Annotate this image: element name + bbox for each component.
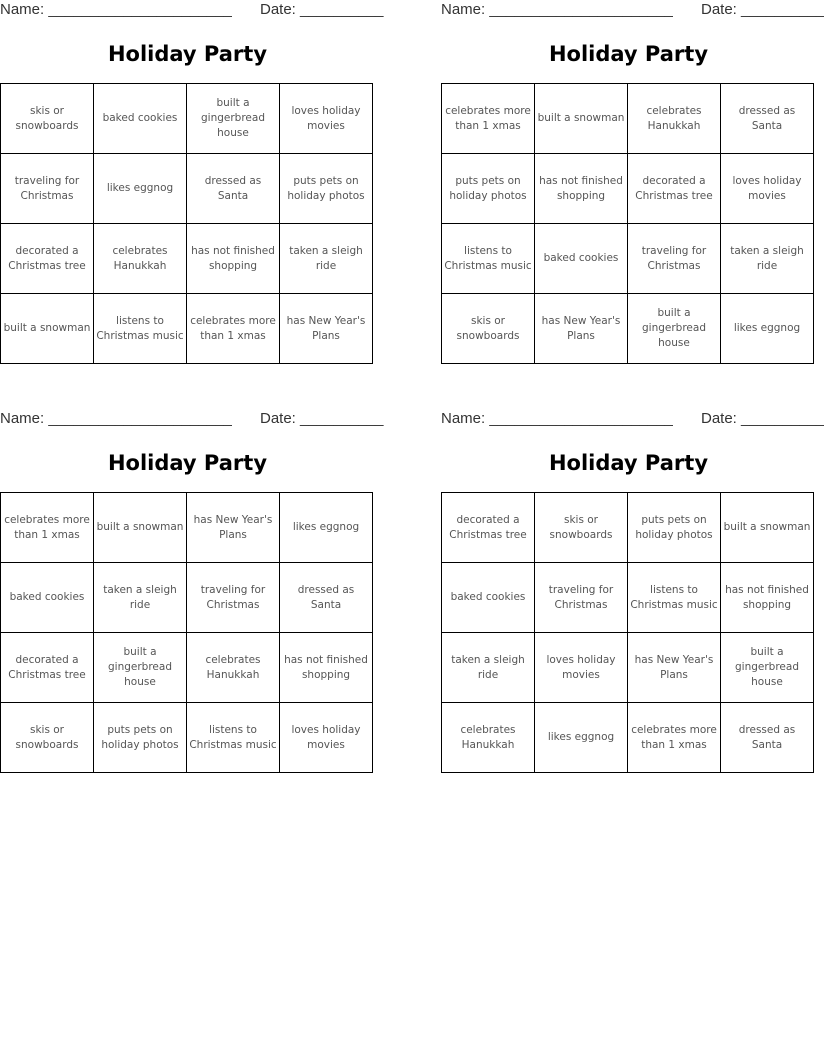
bingo-cell: [1, 224, 94, 294]
card-header: [441, 0, 824, 20]
cell-text: dressed as Santa: [204, 174, 262, 202]
cell-text: taken a sleigh ride: [103, 583, 177, 611]
date-blank: __________: [741, 410, 824, 427]
cell-text: taken a sleigh ride: [289, 244, 363, 272]
cell-text: built a gingerbread house: [735, 646, 799, 688]
bingo-grid: [441, 83, 814, 364]
grid-row: [1, 84, 373, 154]
bingo-cell: [721, 493, 814, 563]
bingo-cell: [1, 294, 94, 364]
bingo-cell: [187, 84, 280, 154]
cell-text: has not finished shopping: [284, 653, 368, 681]
cell-text: loves holiday movies: [546, 653, 616, 681]
card-header: [0, 0, 384, 20]
bingo-cell: [721, 224, 814, 294]
grid-row: [1, 224, 373, 294]
bingo-cell: [721, 154, 814, 224]
cell-text: loves holiday movies: [732, 174, 802, 202]
cell-text: decorated a Christmas tree: [449, 513, 527, 541]
bingo-cell: [535, 493, 628, 563]
bingo-cell: [628, 294, 721, 364]
cell-text: listens to Christmas music: [189, 723, 277, 751]
bingo-cell: [442, 294, 535, 364]
cell-text: decorated a Christmas tree: [635, 174, 713, 202]
bingo-cell: [442, 84, 535, 154]
bingo-cell: [280, 294, 373, 364]
grid-row: [442, 154, 814, 224]
bingo-cell: [187, 493, 280, 563]
name-field: [441, 410, 673, 427]
bingo-cell: [280, 703, 373, 773]
grid-row: [1, 703, 373, 773]
bingo-cell: [442, 633, 535, 703]
grid-row: [442, 703, 814, 773]
cell-text: celebrates Hanukkah: [646, 104, 702, 132]
cell-text: decorated a Christmas tree: [8, 653, 86, 681]
bingo-cell: [535, 84, 628, 154]
cell-text: likes eggnog: [106, 182, 174, 194]
grid-row: [442, 224, 814, 294]
date-label: Date:: [260, 1, 296, 18]
cell-text: listens to Christmas music: [96, 314, 184, 342]
bingo-card: [441, 0, 824, 349]
bingo-card: [441, 409, 824, 751]
bingo-cell: [628, 633, 721, 703]
grid-row: [1, 563, 373, 633]
cell-text: built a gingerbread house: [201, 97, 265, 139]
card-title: Holiday Party: [107, 42, 268, 66]
bingo-cell: [535, 154, 628, 224]
bingo-cell: [187, 703, 280, 773]
cell-text: listens to Christmas music: [444, 244, 532, 272]
grid-row: [1, 154, 373, 224]
bingo-cell: [187, 633, 280, 703]
name-label: Name:: [441, 1, 486, 18]
cell-text: has not finished shopping: [725, 583, 809, 611]
cell-text: traveling for Christmas: [548, 583, 614, 611]
cell-text: celebrates more than 1 xmas: [4, 513, 90, 541]
cell-text: skis or snowboards: [15, 104, 79, 132]
cell-text: celebrates Hanukkah: [112, 244, 168, 272]
bingo-cell: [94, 154, 187, 224]
grid-row: [1, 493, 373, 563]
bingo-cell: [535, 224, 628, 294]
bingo-card: [0, 0, 384, 342]
bingo-cell: [94, 703, 187, 773]
date-blank: __________: [300, 410, 384, 427]
bingo-cell: [280, 633, 373, 703]
bingo-grid: [441, 492, 814, 773]
card-header: [0, 409, 384, 429]
cell-text: traveling for Christmas: [641, 244, 707, 272]
cell-text: has New Year's Plans: [193, 513, 273, 541]
grid-row: [442, 84, 814, 154]
cell-text: taken a sleigh ride: [451, 653, 525, 681]
bingo-cell: [280, 563, 373, 633]
bingo-cell: [94, 563, 187, 633]
bingo-cell: [1, 84, 94, 154]
bingo-cell: [1, 633, 94, 703]
name-label: Name:: [441, 410, 486, 427]
grid-row: [442, 493, 814, 563]
date-field: [260, 1, 383, 18]
cell-text: celebrates Hanukkah: [460, 723, 516, 751]
bingo-cell: [94, 493, 187, 563]
cell-text: loves holiday movies: [291, 104, 361, 132]
bingo-card: [0, 409, 384, 751]
name-field: [441, 1, 673, 18]
cell-text: listens to Christmas music: [630, 583, 718, 611]
cell-text: baked cookies: [9, 591, 85, 603]
card-title: Holiday Party: [548, 451, 709, 475]
date-field: [260, 410, 383, 427]
cell-text: has New Year's Plans: [286, 314, 366, 342]
cell-text: skis or snowboards: [456, 314, 520, 342]
cell-text: baked cookies: [102, 112, 178, 124]
grid-row: [442, 633, 814, 703]
cell-text: has New Year's Plans: [541, 314, 621, 342]
cell-text: has not finished shopping: [539, 174, 623, 202]
bingo-cell: [187, 563, 280, 633]
cell-text: built a snowman: [537, 112, 625, 124]
name-blank: ______________________: [489, 410, 673, 427]
cell-text: built a snowman: [3, 322, 91, 334]
bingo-cell: [94, 294, 187, 364]
date-label: Date:: [260, 410, 296, 427]
cell-text: puts pets on holiday photos: [635, 513, 713, 541]
cell-text: puts pets on holiday photos: [101, 723, 179, 751]
bingo-cell: [628, 224, 721, 294]
name-blank: ______________________: [48, 410, 232, 427]
cell-text: dressed as Santa: [738, 723, 796, 751]
cell-text: has New Year's Plans: [634, 653, 714, 681]
cell-text: baked cookies: [450, 591, 526, 603]
bingo-cell: [442, 493, 535, 563]
bingo-cell: [280, 224, 373, 294]
cell-text: dressed as Santa: [297, 583, 355, 611]
cell-text: skis or snowboards: [549, 513, 613, 541]
cell-text: traveling for Christmas: [200, 583, 266, 611]
cell-text: skis or snowboards: [15, 723, 79, 751]
bingo-cell: [442, 154, 535, 224]
bingo-grid: [0, 492, 373, 773]
bingo-cell: [628, 563, 721, 633]
bingo-cell: [442, 563, 535, 633]
cell-text: celebrates more than 1 xmas: [631, 723, 717, 751]
bingo-cell: [535, 294, 628, 364]
cell-text: celebrates Hanukkah: [205, 653, 261, 681]
cell-text: puts pets on holiday photos: [287, 174, 365, 202]
cell-text: baked cookies: [543, 252, 619, 264]
cell-text: likes eggnog: [547, 731, 615, 743]
cell-text: traveling for Christmas: [14, 174, 80, 202]
bingo-cell: [628, 84, 721, 154]
cell-text: decorated a Christmas tree: [8, 244, 86, 272]
bingo-cell: [1, 563, 94, 633]
bingo-cell: [1, 703, 94, 773]
bingo-cell: [721, 563, 814, 633]
bingo-cell: [187, 294, 280, 364]
card-header: [441, 409, 824, 429]
card-title: Holiday Party: [107, 451, 268, 475]
bingo-cell: [280, 84, 373, 154]
cell-text: built a gingerbread house: [642, 307, 706, 349]
grid-row: [442, 563, 814, 633]
bingo-cell: [442, 703, 535, 773]
card-title: Holiday Party: [548, 42, 709, 66]
bingo-cell: [535, 633, 628, 703]
date-label: Date:: [701, 1, 737, 18]
grid-row: [1, 294, 373, 364]
bingo-cell: [94, 224, 187, 294]
bingo-cell: [721, 294, 814, 364]
name-blank: ______________________: [489, 1, 673, 18]
bingo-cell: [187, 154, 280, 224]
bingo-cell: [94, 84, 187, 154]
cell-text: built a snowman: [723, 521, 811, 533]
cell-text: taken a sleigh ride: [730, 244, 804, 272]
cell-text: likes eggnog: [733, 322, 801, 334]
bingo-cell: [94, 633, 187, 703]
cell-text: likes eggnog: [292, 521, 360, 533]
bingo-cell: [280, 154, 373, 224]
bingo-cell: [535, 563, 628, 633]
name-blank: ______________________: [48, 1, 232, 18]
cell-text: built a snowman: [96, 521, 184, 533]
bingo-cell: [187, 224, 280, 294]
date-blank: __________: [300, 1, 384, 18]
cell-text: built a gingerbread house: [108, 646, 172, 688]
cell-text: dressed as Santa: [738, 104, 796, 132]
bingo-cell: [1, 154, 94, 224]
cell-text: loves holiday movies: [291, 723, 361, 751]
date-label: Date:: [701, 410, 737, 427]
cell-text: celebrates more than 1 xmas: [445, 104, 531, 132]
name-label: Name:: [0, 410, 45, 427]
date-blank: __________: [741, 1, 824, 18]
bingo-grid: [0, 83, 373, 364]
bingo-cell: [721, 84, 814, 154]
bingo-cell: [628, 154, 721, 224]
grid-row: [1, 633, 373, 703]
bingo-cell: [280, 493, 373, 563]
cell-text: has not finished shopping: [191, 244, 275, 272]
bingo-cell: [535, 703, 628, 773]
name-field: [0, 1, 232, 18]
bingo-cell: [628, 703, 721, 773]
cell-text: celebrates more than 1 xmas: [190, 314, 276, 342]
bingo-cell: [628, 493, 721, 563]
date-field: [701, 1, 824, 18]
bingo-cell: [1, 493, 94, 563]
name-label: Name:: [0, 1, 45, 18]
name-field: [0, 410, 232, 427]
bingo-cell: [721, 633, 814, 703]
bingo-cell: [721, 703, 814, 773]
date-field: [701, 410, 824, 427]
cell-text: puts pets on holiday photos: [449, 174, 527, 202]
bingo-cell: [442, 224, 535, 294]
grid-row: [442, 294, 814, 364]
